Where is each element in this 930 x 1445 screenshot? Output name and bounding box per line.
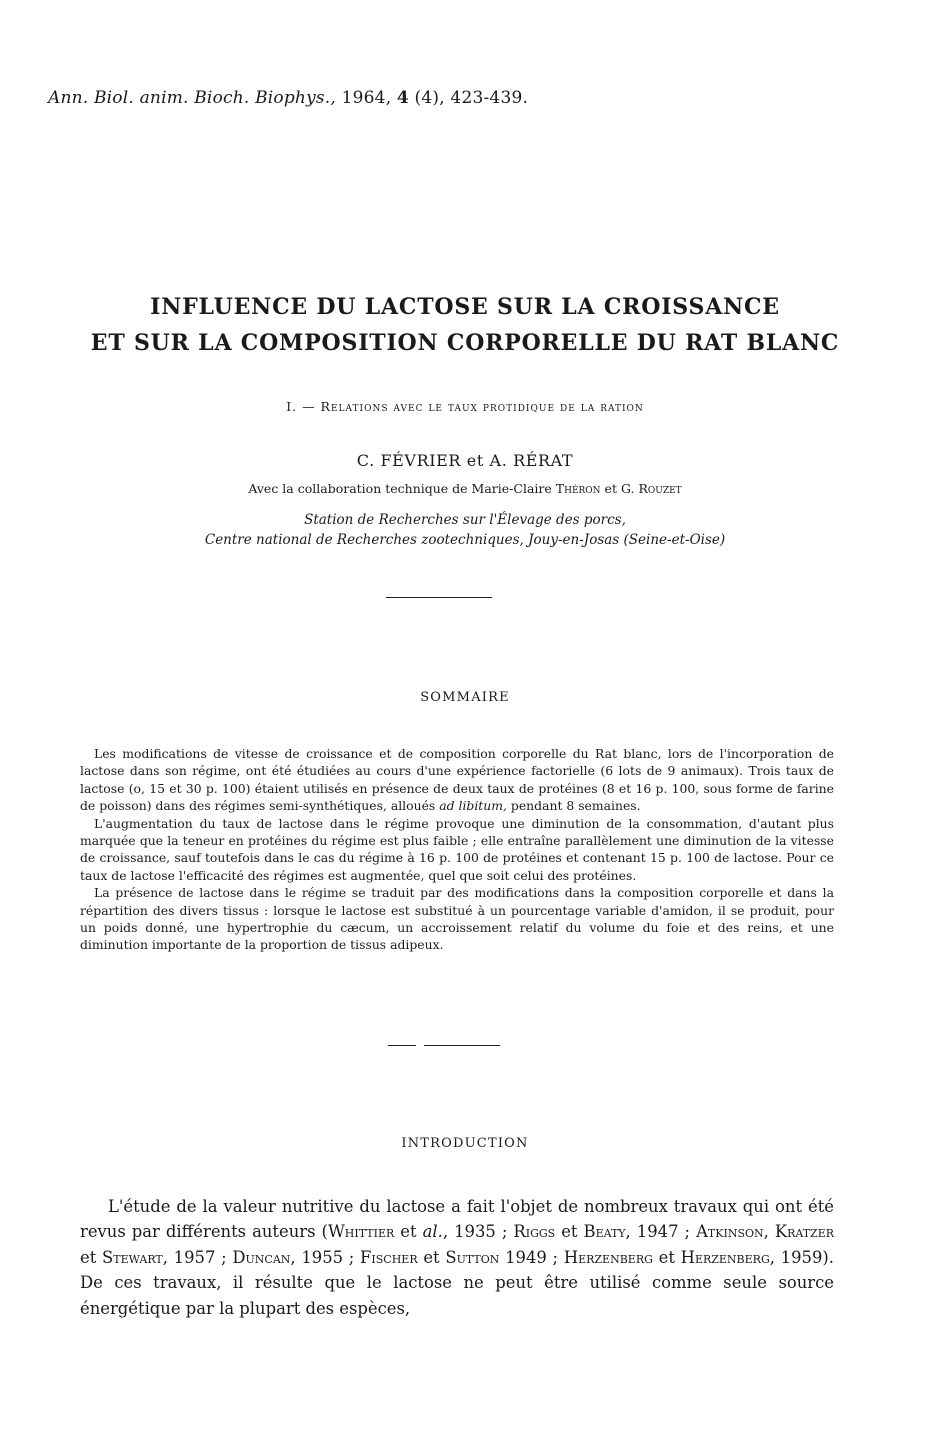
- collaboration-prefix: Avec la collaboration technique de Marie-Claire: [248, 481, 552, 496]
- affiliation-line-2: Centre national de Recherches zootechniques, Jouy-en-Josas (Seine-et-Oise): [204, 532, 726, 548]
- collaborator-1: Théron: [555, 481, 601, 496]
- affiliation-line-1: Station de Recherches sur l'Élevage des porcs,: [304, 512, 626, 528]
- journal-pages: (4), 423-439.: [414, 88, 529, 108]
- journal-volume: 4: [396, 88, 409, 108]
- collaborator-2: Rouzet: [638, 481, 682, 496]
- summary-paragraph-3: La présence de lactose dans le régime se traduit par des modifications dans la composition corporelle et dans la répartition des divers tissus : lorsque le lactose est substitué à un pourcentage variable d'amidon, il se produit, pour un poids donné, une hypertrophie du cæcum, un accroissement relatif du volume du foie et des reins, et une diminution importante de la proportion de tissus adipeux.: [80, 885, 834, 953]
- article-title-line-1: INFLUENCE DU LACTOSE SUR LA CROISSANCE: [150, 294, 780, 320]
- collaboration-line: [0, 481, 930, 496]
- summary-paragraph-2: L'augmentation du taux de lactose dans le régime provoque une diminution de la consommation, d'autant plus marquée que la teneur en protéines du régime est plus faible ; elle entraîne parallèlement une diminution de la vitesse de croissance, sauf toutefois dans le cas du régime à 16 p. 100 de protéines et contenant 15 p. 100 de lactose. Pour ce taux de lactose l'efficacité des régimes est augmentée, quel que soit celui des protéines.: [80, 815, 834, 883]
- authors: C. FÉVRIER et A. RÉRAT: [356, 451, 574, 470]
- introduction-paragraph-1: L'étude de la valeur nutritive du lactose a fait l'objet de nombreux travaux qui ont été revus par différents auteurs (Whittier et al., 1935 ; Riggs et Beaty, 1947 ; Atkinson, Kratzer et Stewart, 1957 ; Duncan, 1955 ; Fischer et Sutton 1949 ; Herzenberg et Herzenberg, 1959). De ces travaux, il résulte que le lactose ne peut être utilisé comme seule source énergétique par la plupart des espèces,: [80, 1197, 835, 1318]
- introduction-text: [80, 1194, 834, 1321]
- summary-heading: SOMMAIRE: [420, 690, 510, 705]
- collaboration-and: et G.: [604, 481, 635, 496]
- introduction-heading: INTRODUCTION: [401, 1136, 529, 1151]
- article-title-line-2: ET SUR LA COMPOSITION CORPORELLE DU RAT BLANC: [90, 330, 840, 356]
- separator-rule-1: [386, 597, 492, 598]
- journal-citation: [48, 88, 528, 108]
- article-subtitle: I. — Relations avec le taux protidique de la ration: [286, 399, 644, 414]
- separator-rule-2a: [388, 1045, 416, 1046]
- summary-paragraph-1: Les modifications de vitesse de croissance et de composition corporelle du Rat blanc, lors de l'incorporation de lactose dans son régime, ont été étudiées au cours d'une expérience factorielle (6 lots de 9 animaux). Trois taux de lactose (o, 15 et 30 p. 100) étaient utilisés en présence de deux taux de protéines (8 et 16 p. 100, sous forme de farine de poisson) dans des régimes semi-synthétiques, alloués ad libitum, pendant 8 semaines.: [80, 746, 834, 814]
- journal-name: Ann. Biol. anim. Bioch. Biophys.,: [48, 88, 337, 108]
- separator-rule-2b: [424, 1045, 500, 1046]
- journal-year: 1964,: [341, 88, 392, 108]
- summary-abstract: [80, 745, 834, 954]
